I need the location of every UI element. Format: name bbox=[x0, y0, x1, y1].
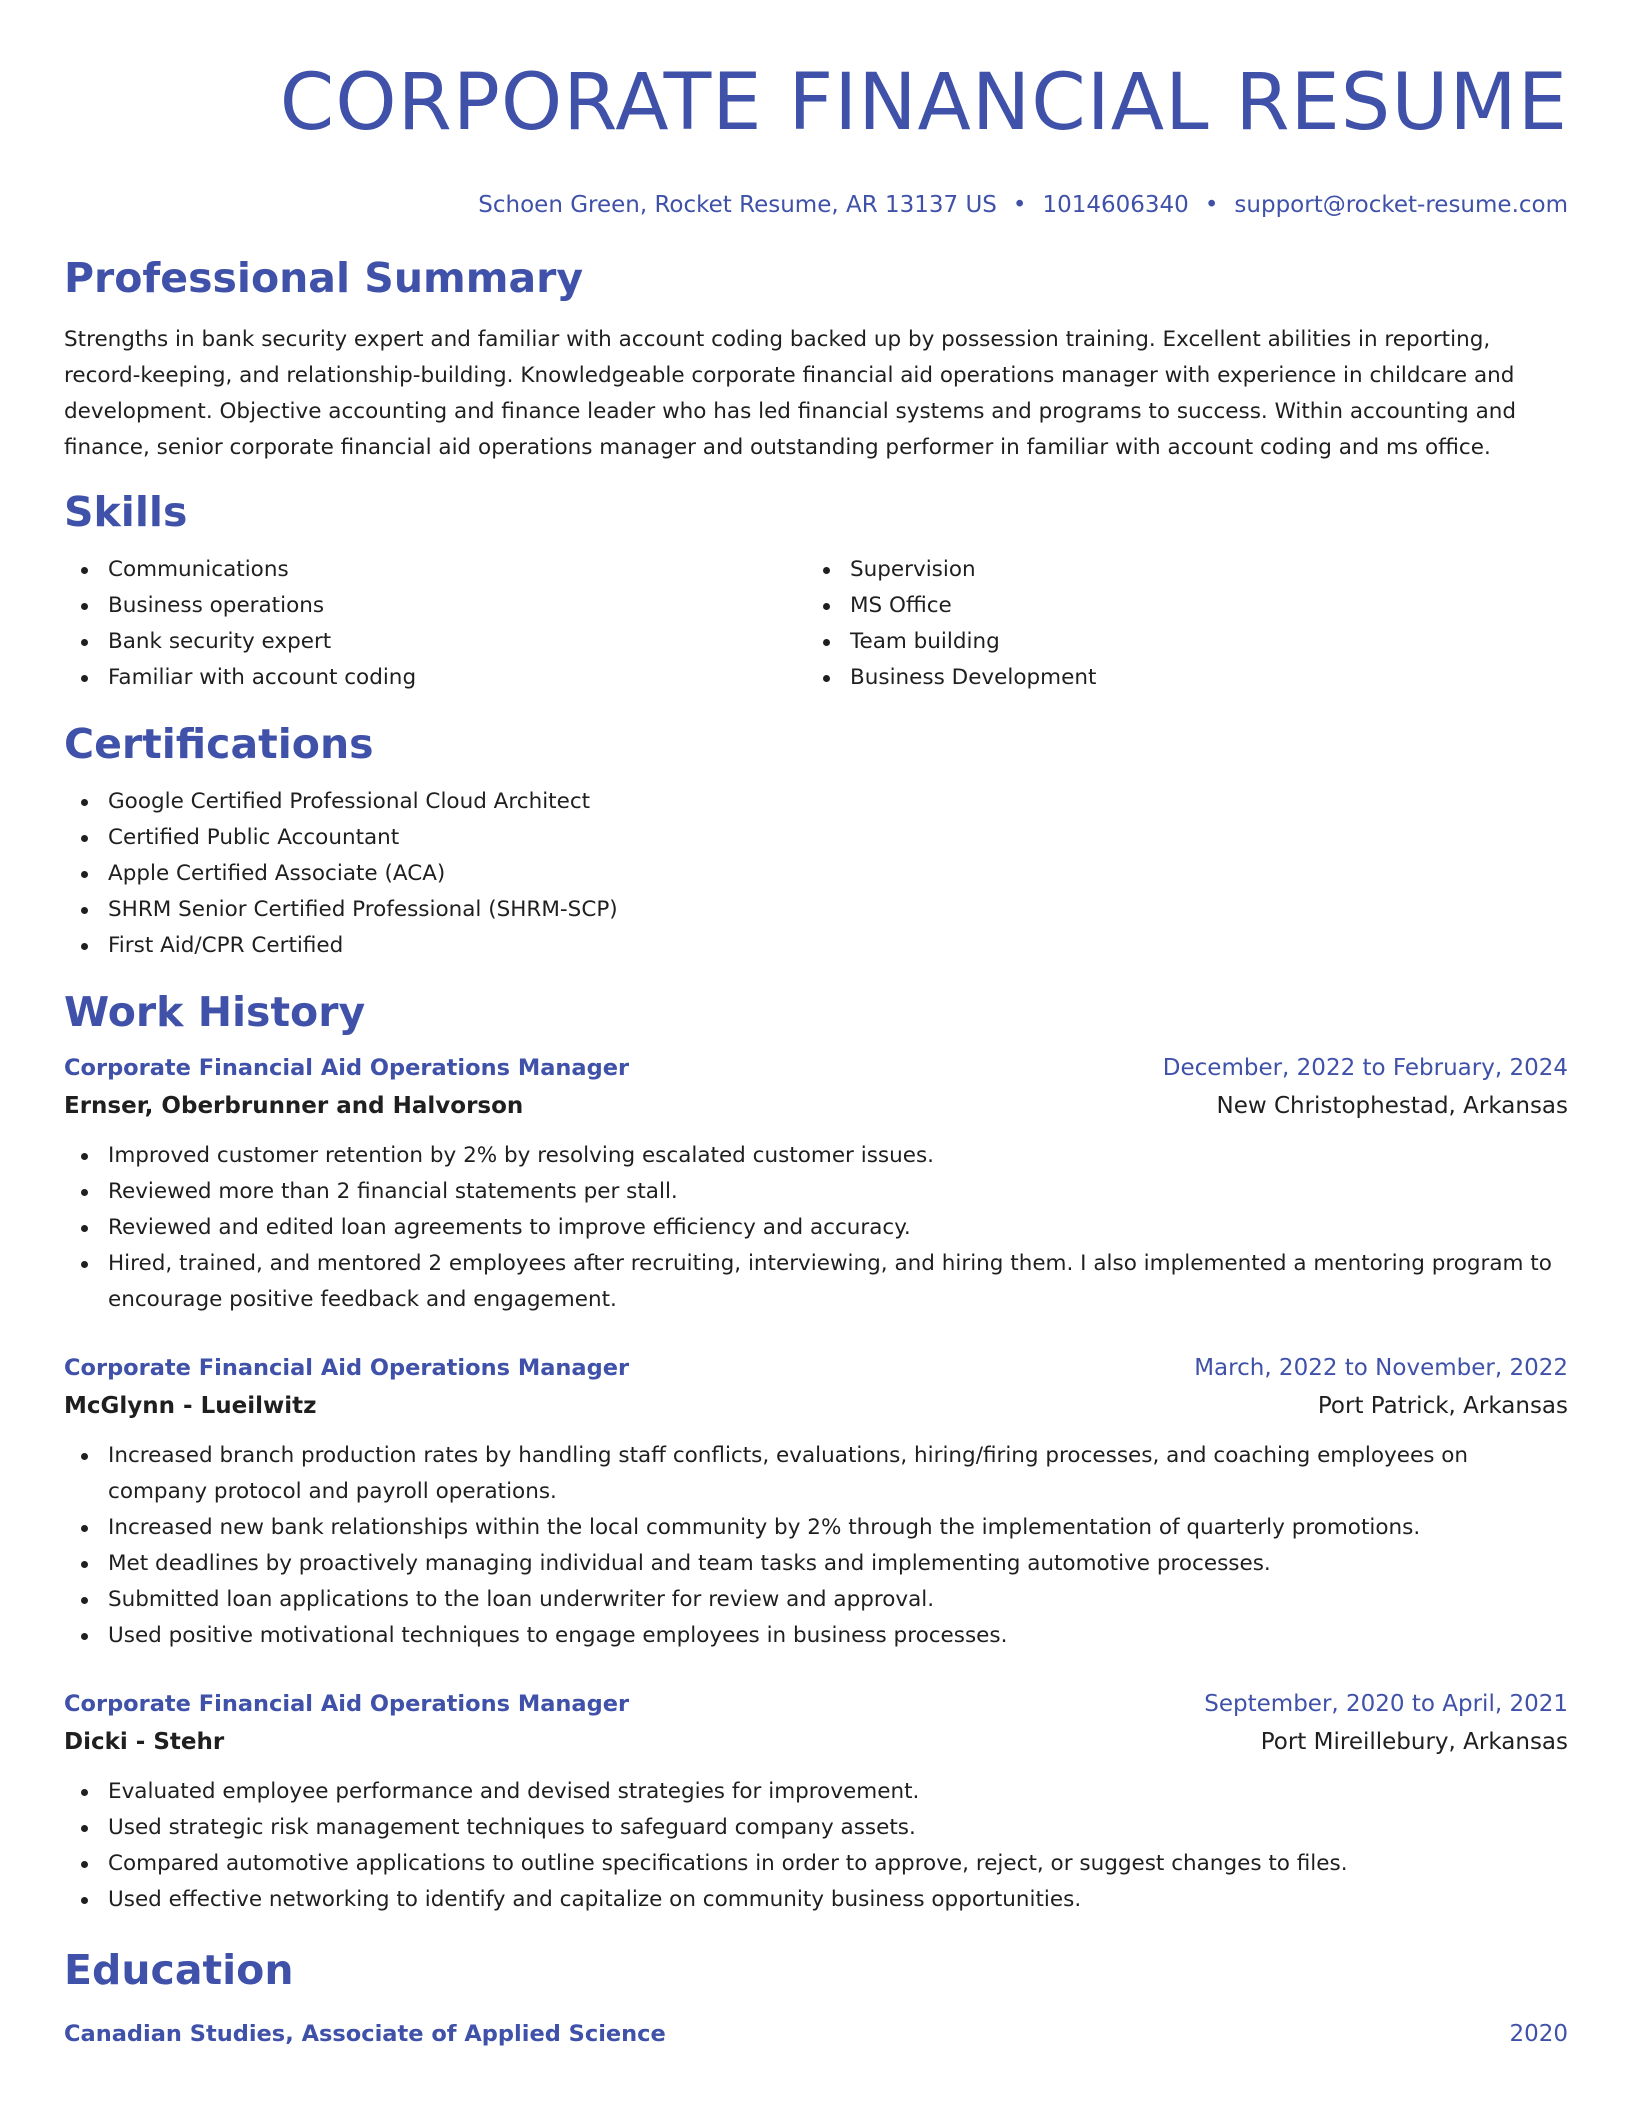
work-history-section bbox=[64, 986, 1568, 1918]
job-header bbox=[64, 1686, 1568, 1722]
education-heading: Education bbox=[64, 1946, 294, 1994]
job-title: Corporate Financial Aid Operations Manager bbox=[64, 1691, 630, 1717]
job-subheader bbox=[64, 1086, 1568, 1126]
job-header bbox=[64, 1350, 1568, 1386]
skill-item: Communications bbox=[64, 552, 806, 588]
contact-separator: • bbox=[1204, 192, 1219, 218]
job-dates: December, 2022 to February, 2024 bbox=[1162, 1055, 1568, 1081]
skills-grid bbox=[64, 552, 1568, 696]
job-bullet: Evaluated employee performance and devised strategies for improvement. bbox=[64, 1774, 1568, 1810]
job-bullet: Reviewed more than 2 financial statements per stall. bbox=[64, 1174, 1568, 1210]
job-bullet: Hired, trained, and mentored 2 employees after recruiting, interviewing, and hiring them. I also implemented a mentoring program to encourage positive feedback and engagement. bbox=[64, 1246, 1568, 1318]
skills-column-right bbox=[806, 552, 1548, 696]
skills-heading: Skills bbox=[64, 488, 188, 536]
skill-item: MS Office bbox=[806, 588, 1548, 624]
job-entry bbox=[64, 1686, 1568, 1918]
contact-phone: 1014606340 bbox=[1042, 192, 1189, 218]
job-bullet: Submitted loan applications to the loan underwriter for review and approval. bbox=[64, 1582, 1568, 1618]
job-company: Ernser, Oberbrunner and Halvorson bbox=[64, 1093, 524, 1119]
certifications-heading: Certifications bbox=[64, 720, 374, 768]
education-section bbox=[64, 1944, 1568, 2052]
skill-item: Bank security expert bbox=[64, 624, 806, 660]
job-title: Corporate Financial Aid Operations Manager bbox=[64, 1055, 630, 1081]
summary-section bbox=[64, 252, 1568, 466]
job-title: Corporate Financial Aid Operations Manager bbox=[64, 1355, 630, 1381]
certification-item: Apple Certified Associate (ACA) bbox=[64, 856, 1568, 892]
skills-column-left bbox=[64, 552, 806, 696]
certification-item: SHRM Senior Certified Professional (SHRM-SCP) bbox=[64, 892, 1568, 928]
job-bullets bbox=[64, 1774, 1568, 1918]
job-bullets bbox=[64, 1138, 1568, 1318]
job-bullet: Increased branch production rates by handling staff conflicts, evaluations, hiring/firing processes, and coaching employees on company protocol and payroll operations. bbox=[64, 1438, 1568, 1510]
job-subheader bbox=[64, 1722, 1568, 1762]
job-dates: March, 2022 to November, 2022 bbox=[1194, 1355, 1568, 1381]
skills-list-right bbox=[806, 552, 1548, 696]
skill-item: Business Development bbox=[806, 660, 1548, 696]
skill-item: Supervision bbox=[806, 552, 1548, 588]
contact-separator: • bbox=[1012, 192, 1027, 218]
education-degree: Canadian Studies, Associate of Applied Science bbox=[64, 2021, 666, 2047]
skill-item: Business operations bbox=[64, 588, 806, 624]
job-bullet: Compared automotive applications to outline specifications in order to approve, reject, or suggest changes to files. bbox=[64, 1846, 1568, 1882]
skill-item: Familiar with account coding bbox=[64, 660, 806, 696]
job-location: New Christophestad, Arkansas bbox=[1216, 1093, 1568, 1119]
certification-item: Certified Public Accountant bbox=[64, 820, 1568, 856]
job-location: Port Mireillebury, Arkansas bbox=[1260, 1729, 1568, 1755]
summary-heading: Professional Summary bbox=[64, 254, 584, 302]
certifications-list bbox=[64, 784, 1568, 964]
contact-email: support@rocket-resume.com bbox=[1234, 192, 1568, 218]
job-company: Dicki - Stehr bbox=[64, 1729, 225, 1755]
job-bullet: Increased new bank relationships within the local community by 2% through the implementation of quarterly promotions. bbox=[64, 1510, 1568, 1546]
job-bullet: Used effective networking to identify and capitalize on community business opportunities. bbox=[64, 1882, 1568, 1918]
job-location: Port Patrick, Arkansas bbox=[1317, 1393, 1568, 1419]
job-header bbox=[64, 1050, 1568, 1086]
job-bullet: Reviewed and edited loan agreements to improve efficiency and accuracy. bbox=[64, 1210, 1568, 1246]
job-bullet: Used strategic risk management techniques to safeguard company assets. bbox=[64, 1810, 1568, 1846]
skills-list-left bbox=[64, 552, 806, 696]
job-entry bbox=[64, 1350, 1568, 1654]
job-dates: September, 2020 to April, 2021 bbox=[1204, 1691, 1568, 1717]
resume-title: CORPORATE FINANCIAL RESUME bbox=[279, 58, 1568, 148]
job-bullet: Used positive motivational techniques to engage employees in business processes. bbox=[64, 1618, 1568, 1654]
job-bullet: Improved customer retention by 2% by resolving escalated customer issues. bbox=[64, 1138, 1568, 1174]
certifications-section bbox=[64, 718, 1568, 964]
skills-section bbox=[64, 486, 1568, 696]
job-entry bbox=[64, 1050, 1568, 1318]
job-company: McGlynn - Lueilwitz bbox=[64, 1393, 317, 1419]
contact-address: Schoen Green, Rocket Resume, AR 13137 US bbox=[478, 192, 997, 218]
job-bullet: Met deadlines by proactively managing individual and team tasks and implementing automotive processes. bbox=[64, 1546, 1568, 1582]
job-bullets bbox=[64, 1438, 1568, 1654]
summary-text: Strengths in bank security expert and familiar with account coding backed up by possession training. Excellent abilities in reporting, record-keeping, and relationship-building. Knowledgeable corporate financial aid operations manager with experience in childcare and development. Objective accounting and finance leader who has led financial systems and programs to success. Within accounting and finance, senior corporate financial aid operations manager and outstanding performer in familiar with account coding and ms office. bbox=[64, 327, 1517, 460]
certification-item: First Aid/CPR Certified bbox=[64, 928, 1568, 964]
job-subheader bbox=[64, 1386, 1568, 1426]
skill-item: Team building bbox=[806, 624, 1548, 660]
education-entry bbox=[64, 2016, 1568, 2052]
certification-item: Google Certified Professional Cloud Architect bbox=[64, 784, 1568, 820]
education-year: 2020 bbox=[1509, 2021, 1568, 2047]
contact-line bbox=[64, 190, 1568, 220]
work-history-heading: Work History bbox=[64, 988, 366, 1036]
